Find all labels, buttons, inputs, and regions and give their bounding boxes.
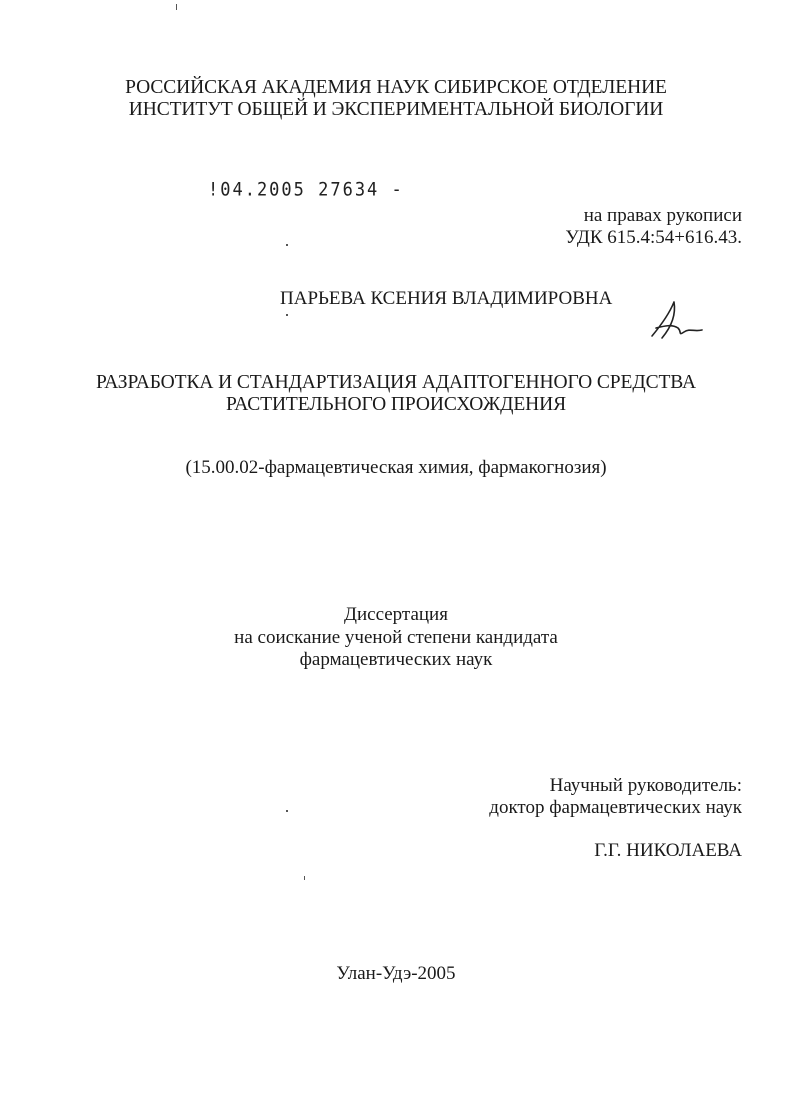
author-name: ПАРЬЕВА КСЕНИЯ ВЛАДИМИРОВНА (280, 288, 613, 309)
supervisor-title: доктор фармацевтических наук (489, 797, 742, 818)
supervisor-name: Г.Г. НИКОЛАЕВА (594, 840, 742, 861)
degree-line-3: фармацевтических наук (299, 649, 493, 670)
institution-line-2: ИНСТИТУТ ОБЩЕЙ И ЭКСПЕРИМЕНТАЛЬНОЙ БИОЛОГИИ (128, 99, 664, 120)
dissertation-title-line-1: РАЗРАБОТКА И СТАНДАРТИЗАЦИЯ АДАПТОГЕННОГО СРЕДСТВА (96, 372, 696, 393)
scan-speck (176, 4, 177, 10)
scan-speck (286, 810, 288, 812)
supervisor-label: Научный руководитель: (549, 775, 742, 796)
scan-speck (304, 876, 305, 880)
specialty-code: (15.00.02-фармацевтическая химия, фармакогнозия) (185, 457, 607, 478)
institution-line-1: РОССИЙСКАЯ АКАДЕМИЯ НАУК СИБИРСКОЕ ОТДЕЛЕНИЕ (125, 77, 667, 98)
scan-speck (286, 244, 288, 246)
signature-icon (644, 298, 704, 344)
degree-line-2: на соискание ученой степени кандидата (234, 627, 558, 648)
scan-speck (286, 314, 288, 316)
manuscript-rights: на правах рукописи (583, 205, 742, 226)
degree-line-1: Диссертация (344, 604, 448, 625)
registration-stamp: !04.2005 27634 - (208, 179, 404, 201)
dissertation-title-line-2: РАСТИТЕЛЬНОГО ПРОИСХОЖДЕНИЯ (225, 394, 567, 415)
place-and-year: Улан-Удэ-2005 (336, 963, 456, 984)
udc-code: УДК 615.4:54+616.43. (565, 227, 742, 248)
